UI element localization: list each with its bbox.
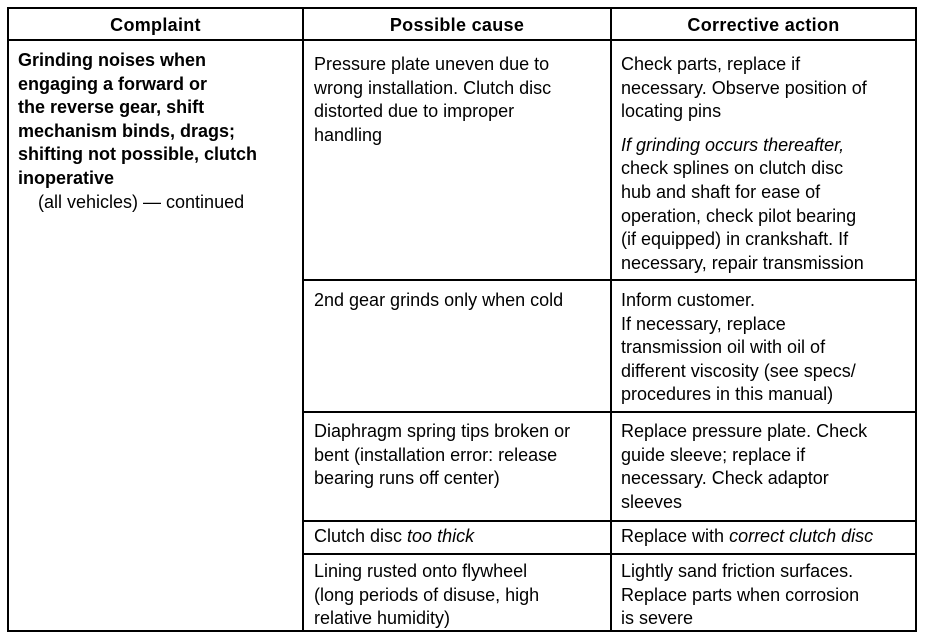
action-line: procedures in this manual): [621, 384, 834, 405]
troubleshooting-table: [7, 7, 917, 632]
action-line: is severe: [621, 608, 694, 629]
cause-line: distorted due to improper: [314, 101, 515, 122]
cause-cell-row-4: [314, 525, 474, 549]
complaint-cell: [18, 49, 257, 214]
complaint-line: Grinding noises when: [18, 50, 207, 70]
action-line: locating pins: [621, 101, 722, 122]
action-cell-row-5: [621, 560, 859, 631]
cause-line: handling: [314, 124, 383, 145]
complaint-line: the reverse gear, shift: [18, 97, 205, 118]
cause-text: Clutch disc: [314, 526, 408, 546]
complaint-line: shifting not possible, clutch: [18, 144, 258, 165]
action-line: Replace pressure plate. Check: [621, 421, 868, 441]
cause-line: Lining rusted onto flywheel: [314, 561, 528, 581]
cause-line: relative humidity): [314, 608, 451, 629]
cause-cell-row-5: [314, 560, 539, 631]
action-line: Inform customer.: [621, 290, 756, 310]
action-line: necessary, repair transmission: [621, 252, 864, 273]
row-divider: [304, 411, 915, 413]
cause-cell-row-3: [314, 420, 570, 491]
column-divider: [302, 9, 304, 630]
row-divider: [304, 520, 915, 522]
header-corrective-action: Corrective action: [612, 9, 915, 41]
complaint-line: inoperative: [18, 167, 115, 188]
action-line: guide sleeve; replace if: [621, 444, 806, 465]
cause-cell-row-2: [314, 289, 563, 313]
action-line: sleeves: [621, 491, 683, 512]
row-divider: [304, 553, 915, 555]
action-line: (if equipped) in crankshaft. If: [621, 229, 849, 250]
cause-text-italic: too thick: [407, 526, 475, 546]
action-line: hub and shaft for ease of: [621, 181, 821, 202]
cause-line: bent (installation error: release: [314, 444, 558, 465]
action-line: Check parts, replace if: [621, 54, 801, 74]
cause-cell-row-1: [314, 53, 551, 147]
action-line: different viscosity (see specs/: [621, 360, 856, 381]
header-possible-cause: Possible cause: [304, 9, 610, 41]
cause-line: Pressure plate uneven due to: [314, 54, 550, 74]
complaint-line: engaging a forward or: [18, 73, 208, 94]
complaint-note: (all vehicles) — continued: [38, 191, 245, 212]
action-line: necessary. Observe position of: [621, 77, 867, 98]
action-line: If necessary, replace: [621, 313, 786, 334]
cause-line: 2nd gear grinds only when cold: [314, 290, 564, 310]
action-line: Replace parts when corrosion: [621, 584, 860, 605]
action-text: Replace with: [621, 526, 730, 546]
cause-line: Diaphragm spring tips broken or: [314, 421, 571, 441]
action-line: check splines on clutch disc: [621, 158, 844, 179]
action-line: transmission oil with oil of: [621, 337, 826, 358]
header-complaint: Complaint: [9, 9, 302, 41]
action-cell-row-4: [621, 525, 873, 549]
action-cell-row-2: [621, 289, 856, 407]
action-cell-row-1: [621, 53, 867, 275]
column-divider: [610, 9, 612, 630]
action-line-italic: If grinding occurs thereafter,: [621, 134, 845, 155]
cause-line: wrong installation. Clutch disc: [314, 77, 552, 98]
action-line: necessary. Check adaptor: [621, 468, 829, 489]
action-line: Lightly sand friction surfaces.: [621, 561, 854, 581]
cause-line: bearing runs off center): [314, 468, 500, 489]
complaint-line: mechanism binds, drags;: [18, 120, 236, 141]
action-cell-row-3: [621, 420, 867, 514]
action-text-italic: correct clutch disc: [729, 526, 874, 546]
cause-line: (long periods of disuse, high: [314, 584, 540, 605]
row-divider: [304, 279, 915, 281]
action-line: operation, check pilot bearing: [621, 205, 857, 226]
